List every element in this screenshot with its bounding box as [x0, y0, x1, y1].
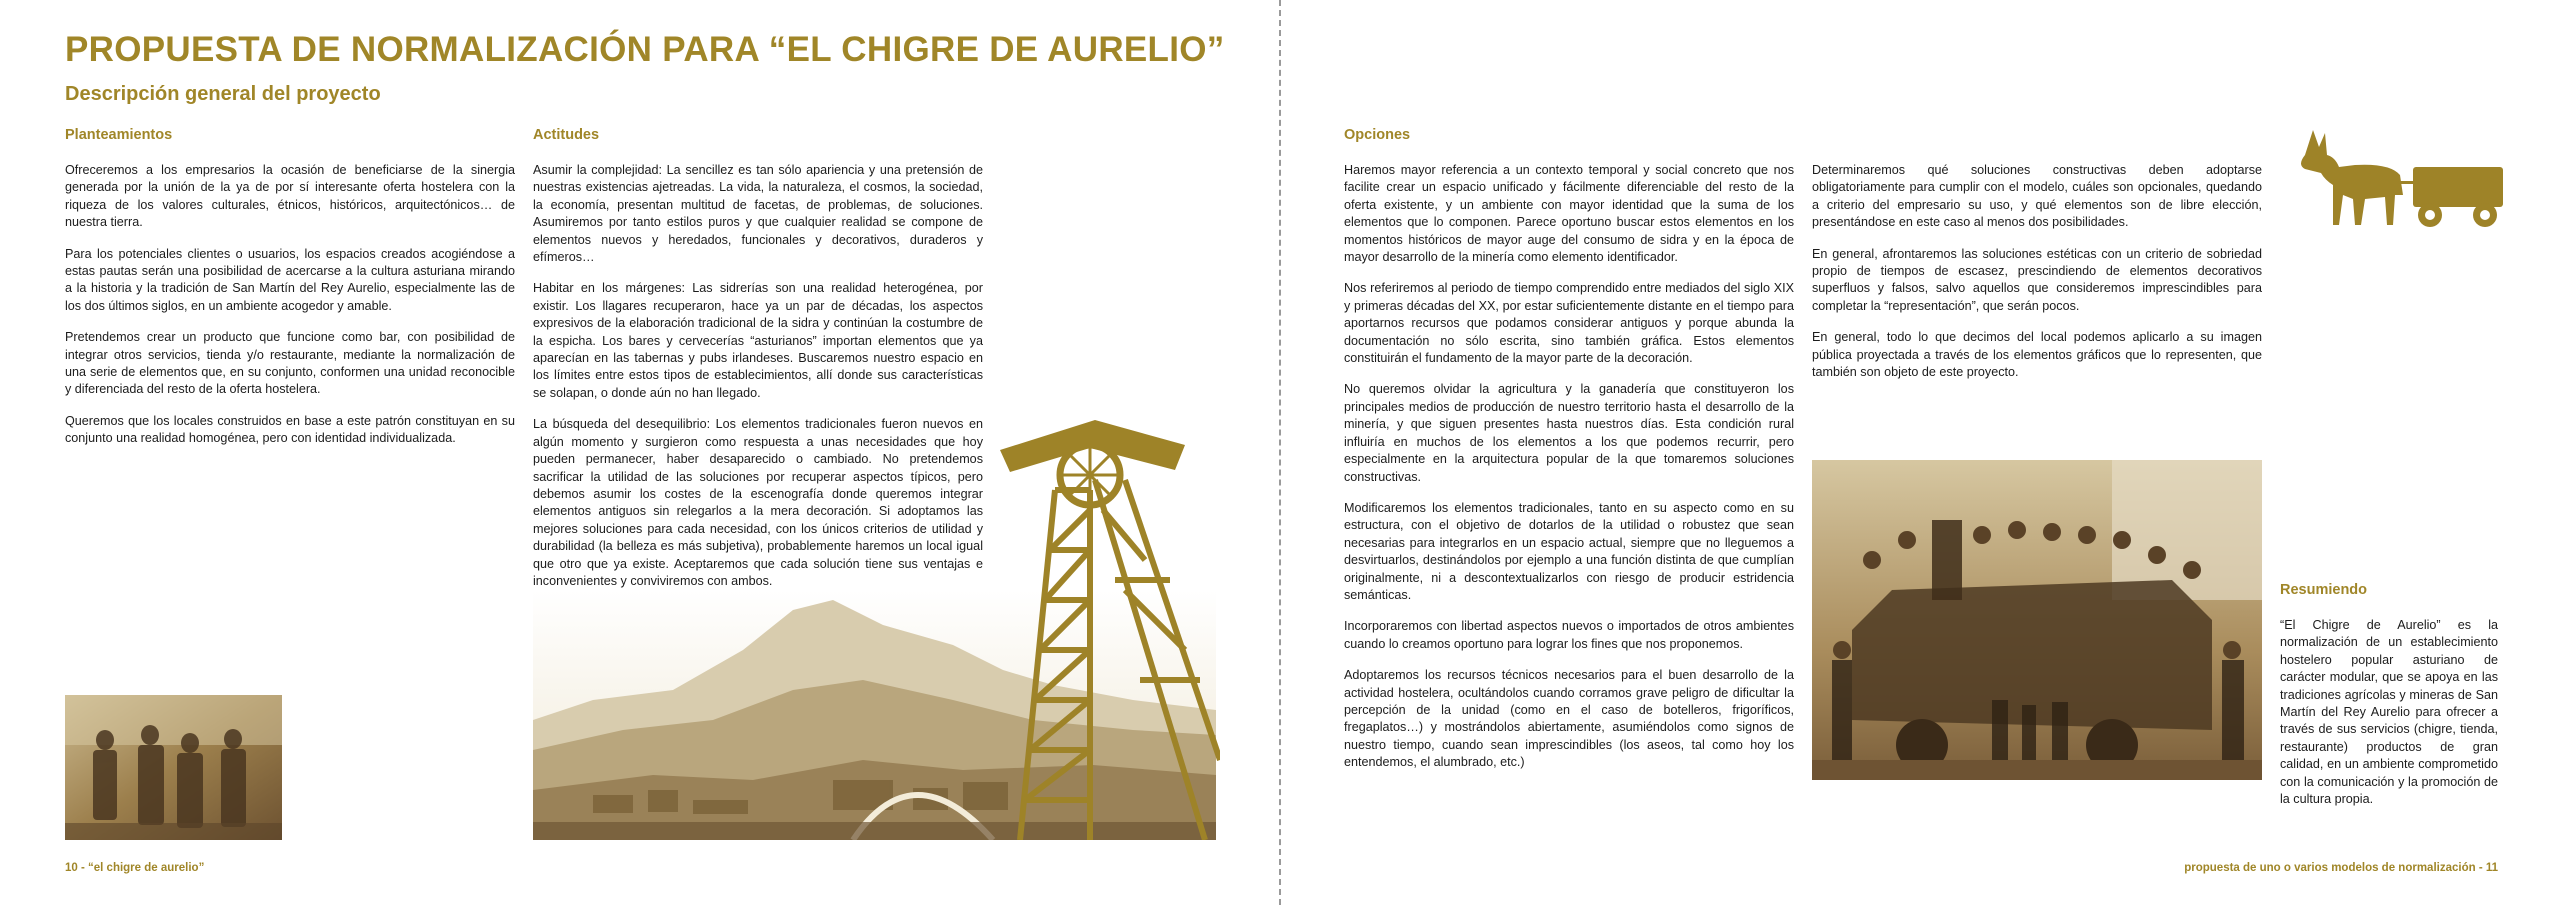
paragraph: No queremos olvidar la agricultura y la ganadería que constituyeron los principales medios de producción de nuestro territorio hasta el desarrollo de la minería, y que siguen presentes hasta nuestros días. Esta condición rural influiría en muchos de los elementos a los que podemos recurrir, pero especialmente en la arquitectura popular de la que tomaremos soluciones constructivas. [1344, 382, 1794, 484]
actitudes-column [533, 162, 983, 604]
planteamientos-column [65, 162, 515, 462]
opciones-heading: Opciones [1344, 127, 1411, 143]
page-spine-divider [1279, 0, 1281, 905]
paragraph: Habitar en los márgenes: Las sidrerías son una realidad heterogénea, por existir. Los llagares recuperaron, hace ya un par de décadas, los aspectos expresivos de la elaboración tradicional de la sidra y continúan la costumbre de la espicha. Los bares y cervecerías “asturianos” importan elementos que ya aparecían en las tabernas y pubs irlandeses. Buscaremos nuestro espacio en los límites entre estos tipos de establecimientos, allí donde sus características se solapan, o donde aún no han llegado. [533, 281, 983, 400]
paragraph: Adoptaremos los recursos técnicos necesarios para el buen desarrollo de la actividad hostelera, ocultándolos cuando corramos grave peligro de dificultar la percepción de la unidad (como en el caso de botelleros, frigoríficos, fregaplatos…) y mostrándolos abiertamente, asumiéndolos como signos de nuestro tiempo, cuando sean imprescindibles (los aseos, tal como hoy los entendemos, el alumbrado, etc.) [1344, 668, 1794, 770]
left-page-footer: 10 - “el chigre de aurelio” [65, 862, 205, 874]
page-subtitle: Descripción general del proyecto [65, 83, 381, 105]
mule-cart-icon [2295, 125, 2510, 235]
resumiendo-heading: Resumiendo [2280, 582, 2368, 598]
paragraph: Pretendemos crear un producto que funcione como bar, con posibilidad de integrar otros servicios, tienda y/o restaurante, mediante la normalización de una serie de elementos que, en su conjunto, conformen una unidad reconocible y diferenciada del resto de la oferta hostelera. [65, 330, 515, 397]
locomotive-crew-photo [1812, 460, 2262, 780]
paragraph: Incorporaremos con libertad aspectos nuevos o importados de otros ambientes cuando lo creamos oportuno para lograr los fines que nos proponemos. [1344, 619, 1794, 651]
paragraph: La búsqueda del desequilibrio: Los elementos tradicionales fueron nuevos en algún momento y surgieron como respuesta a unas necesidades que hoy pueden permanecer, haber desaparecido o cambiado. No pretendemos sacrificar la utilidad de las soluciones por recuperar aspectos típicos, pero debemos asumir los costes de la escenografía donde queremos integrar elementos antiguos sin relegarlos a la mera decoración. Si adoptamos las mejores soluciones para cada necesidad, con los únicos criterios de utilidad y durabilidad (la belleza es más subjetiva), probablemente haremos un local igual que otro que ya existe. Aceptaremos que cada solución tiene sus ventajas e inconvenientes y conviviremos con ambos. [533, 417, 983, 588]
paragraph: Nos referiremos al periodo de tiempo comprendido entre mediados del siglo XIX y primeras décadas del XX, por estar suficientemente distante en el tiempo para aportarnos recursos que podamos considerar antiguos y porque abunda la documentación no sólo escrita, sino también gráfica. Estos elementos constituirán el fundamento de la mayor parte de la decoración. [1344, 281, 1794, 366]
page-title: PROPUESTA DE NORMALIZACIÓN PARA “EL CHIGRE DE AURELIO” [65, 30, 1225, 69]
right-page [1282, 0, 2560, 905]
paragraph: “El Chigre de Aurelio” es la normalización de un establecimiento hostelero popular asturiano de carácter modular, que se apoya en las tradiciones agrícolas y mineras de San Martín del Rey Aurelio para ofrecer a través de sus servicios (chigre, tienda, restaurante) productos de gran calidad, en un ambiente comprometido con la comunicación y la promoción de la cultura propia. [2280, 618, 2498, 807]
actitudes-heading: Actitudes [533, 127, 600, 143]
paragraph: Ofreceremos a los empresarios la ocasión de beneficiarse de la sinergia generada por la unión de la ya de por sí interesante oferta hostelera con la riqueza de los valores culturales, étnicos, históricos, arquitectónicos… de nuestra tierra. [65, 163, 515, 230]
mine-headframe-icon [995, 400, 1220, 840]
resumiendo-column [2280, 617, 2498, 822]
paragraph: En general, todo lo que decimos del local podemos aplicarlo a su imagen pública proyectada a través de los elementos gráficos que lo representen, que también son objeto de este proyecto. [1812, 330, 2262, 380]
opciones-second-column [1812, 162, 2262, 395]
right-page-footer: propuesta de uno o varios modelos de normalización - 11 [2184, 862, 2498, 874]
miners-photo [65, 695, 282, 840]
opciones-column [1344, 162, 1794, 786]
paragraph: Haremos mayor referencia a un contexto temporal y social concreto que nos facilite crear un espacio unificado y fácilmente diferenciable del resto de la oferta existente, y un ambiente con mayor identidad que la suma de los elementos que lo componen. Parece oportuno buscar estos elementos en los momentos históricos de mayor auge del consumo de sidra y en la época de mayor desarrollo de la minería como elemento identificador. [1344, 163, 1794, 265]
paragraph: Determinaremos qué soluciones constructivas deben adoptarse obligatoriamente para cumplir con el modelo, cuáles son opcionales, quedando a criterio del empresario su uso, y qué elementos son de libre elección, presentándose en este caso al menos dos posibilidades. [1812, 163, 2262, 230]
left-page [0, 0, 1278, 905]
paragraph: Queremos que los locales construidos en base a este patrón constituyan en su conjunto una realidad homogénea, pero con identidad individualizada. [65, 413, 515, 446]
paragraph: Para los potenciales clientes o usuarios, los espacios creados acogiéndose a estas pautas serán una posibilidad de acercarse a la cultura asturiana mirando a la historia y la tradición de San Martín del Rey Aurelio, especialmente las de los dos últimos siglos, en un ambiente acogedor y amable. [65, 246, 515, 313]
paragraph: Modificaremos los elementos tradicionales, tanto en su aspecto como en su estructura, con el objetivo de dotarlos de la utilidad o robustez que sean necesarias para integrarlos en un espacio actual, siempre que no lleguemos a desvirtuarlos, destinándolos por ejemplo a una función distinta de que cumplían originalmente, ni a descontextualizarlos con riesgo de producir estridencia semánticas. [1344, 500, 1794, 602]
paragraph: Asumir la complejidad: La sencillez es tan sólo apariencia y una pretensión de nuestras existencias ajetreadas. La vida, la naturaleza, el cosmos, la sociedad, la economía, presentan multitud de facetas, de problemas, de soluciones. Asumiremos por tanto estilos puros y que cualquier realidad se compone de elementos nuevos y heredados, funcionales y decorativos, duraderos y efímeros… [533, 163, 983, 265]
paragraph: En general, afrontaremos las soluciones estéticas con un criterio de sobriedad propio de tiempos de escasez, prescindiendo de elementos decorativos superfluos y falsos, salvo aquellos que consideremos imprescindibles para completar la “representación”, que serán pocos. [1812, 246, 2262, 313]
planteamientos-heading: Planteamientos [65, 127, 173, 143]
